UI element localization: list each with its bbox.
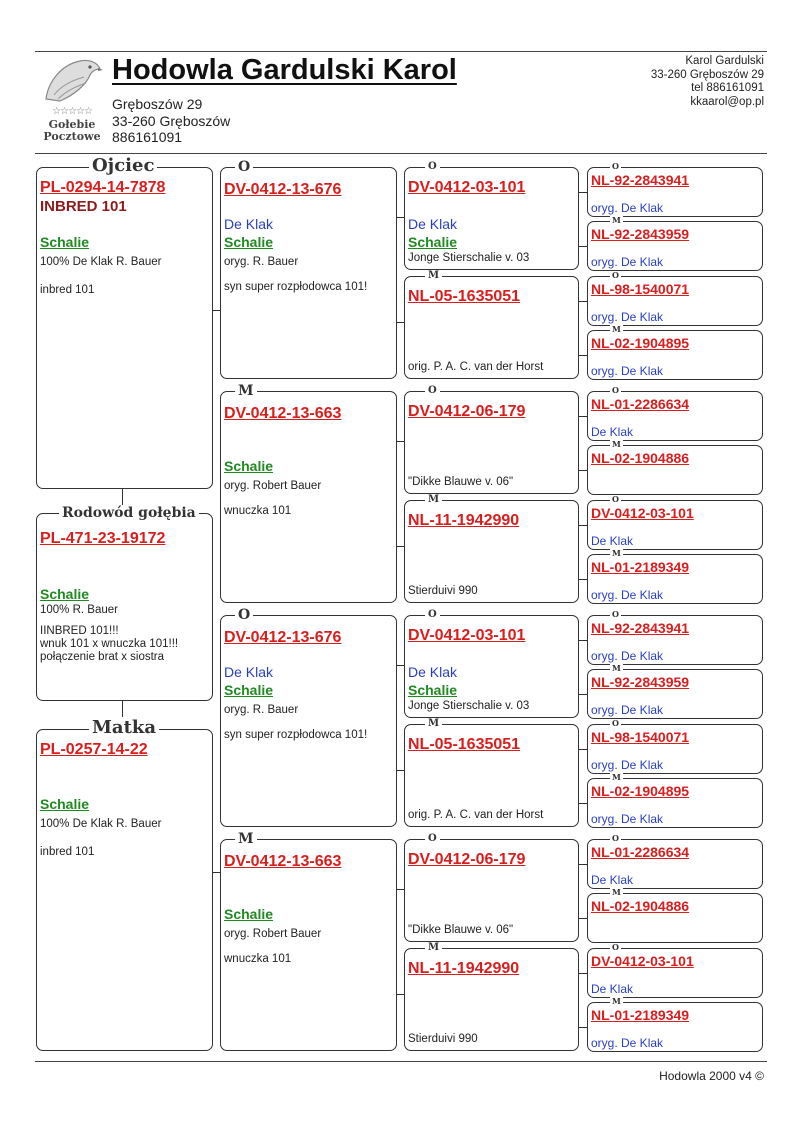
ggsire-card[interactable] bbox=[404, 833, 579, 942]
dam-label: M bbox=[425, 270, 442, 281]
father-ring[interactable]: PL-0294-14-7878 bbox=[40, 179, 166, 196]
father-note-2: inbred 101 bbox=[40, 284, 95, 296]
ggdam-card[interactable] bbox=[404, 270, 579, 379]
ggsire-ring[interactable]: DV-0412-03-101 bbox=[408, 627, 526, 644]
connector bbox=[579, 973, 587, 974]
gen4-card[interactable] bbox=[587, 270, 763, 326]
ggsire-note: "Dikke Blauwe v. 06" bbox=[408, 924, 514, 936]
father-inbred: INBRED 101 bbox=[40, 198, 127, 215]
pigeon-logo bbox=[40, 55, 104, 107]
sire-label: O bbox=[425, 385, 440, 396]
gen4-breeder: De Klak bbox=[591, 425, 634, 439]
dam-label: M bbox=[612, 887, 621, 897]
dam-label: M bbox=[612, 772, 621, 782]
gen4-breeder: oryg. De Klak bbox=[591, 758, 664, 772]
grandsire-note-1: oryg. R. Bauer bbox=[224, 704, 299, 716]
gen4-breeder: De Klak bbox=[591, 534, 634, 548]
dam-label: M bbox=[612, 324, 621, 334]
gen4-card[interactable] bbox=[587, 942, 763, 998]
footer-credit: Hodowla 2000 v4 © bbox=[659, 1069, 764, 1083]
connector bbox=[397, 665, 404, 666]
connector bbox=[397, 322, 404, 323]
gen4-breeder: oryg. De Klak bbox=[591, 310, 664, 324]
gen4-breeder: oryg. De Klak bbox=[591, 588, 664, 602]
pedigree-label: Rodowód gołębia bbox=[59, 505, 199, 521]
sire-label: O bbox=[612, 609, 619, 619]
gen4-breeder: oryg. De Klak bbox=[591, 201, 664, 215]
gen4-card[interactable] bbox=[587, 663, 763, 719]
granddam-note-2: wnuczka 101 bbox=[224, 953, 292, 965]
ggsire-note: Jonge Stierschalie v. 03 bbox=[408, 700, 530, 712]
dam-label: M bbox=[235, 383, 257, 399]
top-rule bbox=[35, 51, 767, 52]
gen4-breeder: oryg. De Klak bbox=[591, 364, 664, 378]
ggdam-ring[interactable]: NL-05-1635051 bbox=[408, 288, 521, 305]
dam-label: M bbox=[425, 942, 442, 953]
subject-card[interactable] bbox=[36, 505, 213, 701]
granddam-note-1: oryg. Robert Bauer bbox=[224, 480, 322, 492]
ggdam-card[interactable] bbox=[404, 942, 579, 1051]
grandsire-color: Schalie bbox=[224, 682, 274, 698]
connector bbox=[579, 579, 587, 580]
connector bbox=[579, 470, 587, 471]
granddam-ring[interactable]: DV-0412-13-663 bbox=[224, 405, 342, 422]
subject-note-3: wnuk 101 x wnuczka 101!!! bbox=[40, 638, 179, 650]
ggsire-breeder: De Klak bbox=[408, 664, 458, 680]
mother-label: Matka bbox=[89, 717, 159, 739]
connector bbox=[579, 1027, 587, 1028]
ggdam-note: orig. P. A. C. van der Horst bbox=[408, 809, 544, 821]
footer-rule bbox=[35, 1061, 767, 1062]
gen4-ring[interactable]: NL-01-2189349 bbox=[591, 1007, 690, 1023]
gen4-card[interactable] bbox=[587, 772, 763, 828]
dam-label: M bbox=[425, 494, 442, 505]
ggsire-color: Schalie bbox=[408, 682, 458, 698]
sire-label: O bbox=[612, 718, 619, 728]
dam-label: M bbox=[612, 996, 621, 1006]
dam-label: M bbox=[612, 548, 621, 558]
ggdam-card[interactable] bbox=[404, 494, 579, 603]
sire-label: O bbox=[612, 833, 619, 843]
ggsire-ring[interactable]: DV-0412-03-101 bbox=[408, 179, 526, 196]
father-label: Ojciec bbox=[89, 155, 157, 177]
connector bbox=[579, 749, 587, 750]
gen4-breeder: De Klak bbox=[591, 982, 634, 996]
subject-color: Schalie bbox=[40, 586, 90, 602]
sire-label: O bbox=[612, 494, 619, 504]
father-card[interactable] bbox=[36, 155, 213, 489]
mother-note-2: inbred 101 bbox=[40, 846, 95, 858]
gen4-card[interactable] bbox=[587, 833, 763, 889]
granddam-card[interactable] bbox=[220, 831, 397, 1051]
grandsire-ring[interactable]: DV-0412-13-676 bbox=[224, 181, 342, 198]
gen4-ring[interactable]: NL-01-2189349 bbox=[591, 559, 690, 575]
granddam-note-2: wnuczka 101 bbox=[224, 505, 292, 517]
sire-label: O bbox=[612, 385, 619, 395]
sire-label: O bbox=[235, 607, 253, 623]
connector bbox=[397, 770, 404, 771]
ggsire-ring[interactable]: DV-0412-06-179 bbox=[408, 851, 526, 868]
ggsire-note: Jonge Stierschalie v. 03 bbox=[408, 252, 530, 264]
page-title: Hodowla Gardulski Karol bbox=[112, 54, 457, 86]
gen4-breeder: De Klak bbox=[591, 873, 634, 887]
gen4-card[interactable] bbox=[587, 161, 763, 217]
connector bbox=[579, 416, 587, 417]
ggsire-card[interactable] bbox=[404, 609, 579, 718]
connector bbox=[397, 217, 404, 218]
grandsire-note-2: syn super rozpłodowca 101! bbox=[224, 281, 368, 293]
subject-note-4: połączenie brat x siostra bbox=[40, 651, 165, 663]
gen4-ring[interactable]: NL-02-1904886 bbox=[591, 898, 690, 914]
gen4-ring[interactable]: NL-92-2843941 bbox=[591, 172, 690, 188]
connector bbox=[397, 994, 404, 995]
connector bbox=[579, 640, 587, 641]
ggsire-ring[interactable]: DV-0412-06-179 bbox=[408, 403, 526, 420]
ggdam-note: Stierduivi 990 bbox=[408, 1033, 478, 1045]
father-color: Schalie bbox=[40, 234, 90, 250]
gen4-card[interactable] bbox=[587, 609, 763, 665]
grandsire-note-2: syn super rozpłodowca 101! bbox=[224, 729, 368, 741]
gen4-card[interactable] bbox=[587, 439, 763, 495]
header-rule bbox=[35, 153, 767, 154]
dam-label: M bbox=[235, 831, 257, 847]
mother-note-1: 100% De Klak R. Bauer bbox=[40, 818, 162, 830]
gen4-card[interactable] bbox=[587, 996, 763, 1052]
ggdam-ring[interactable]: NL-11-1942990 bbox=[408, 512, 520, 529]
connector bbox=[579, 694, 587, 695]
grandsire-note-1: oryg. R. Bauer bbox=[224, 256, 299, 268]
grandsire-card[interactable] bbox=[220, 159, 397, 379]
gen4-breeder: oryg. De Klak bbox=[591, 1036, 664, 1050]
grandsire-card[interactable] bbox=[220, 607, 397, 827]
gen4-card[interactable] bbox=[587, 548, 763, 604]
granddam-color: Schalie bbox=[224, 458, 274, 474]
gen4-ring[interactable]: NL-98-1540071 bbox=[591, 729, 690, 745]
gen4-ring[interactable]: NL-01-2286634 bbox=[591, 844, 690, 860]
contact-block: Karol Gardulski 33-260 Gręboszów 29 tel 886161091 kkaarol@op.pl bbox=[650, 55, 764, 108]
gen4-ring[interactable]: NL-98-1540071 bbox=[591, 281, 690, 297]
ggdam-ring[interactable]: NL-05-1635051 bbox=[408, 736, 521, 753]
connector bbox=[579, 246, 587, 247]
connector bbox=[213, 872, 220, 873]
gen4-card[interactable] bbox=[587, 385, 763, 441]
gen4-breeder: oryg. De Klak bbox=[591, 812, 664, 826]
connector bbox=[397, 441, 404, 442]
ggdam-note: orig. P. A. C. van der Horst bbox=[408, 361, 544, 373]
sire-label: O bbox=[612, 161, 619, 171]
mother-card[interactable] bbox=[36, 717, 213, 1051]
ggsire-color: Schalie bbox=[408, 234, 458, 250]
gen4-card[interactable] bbox=[587, 718, 763, 774]
gen4-ring[interactable]: NL-01-2286634 bbox=[591, 396, 690, 412]
gen4-breeder: oryg. De Klak bbox=[591, 703, 664, 717]
gen4-ring[interactable]: NL-92-2843941 bbox=[591, 620, 690, 636]
grandsire-ring[interactable]: DV-0412-13-676 bbox=[224, 629, 342, 646]
grandsire-breeder: De Klak bbox=[224, 664, 274, 680]
pigeon-icon bbox=[40, 55, 104, 107]
gen4-ring[interactable]: DV-0412-03-101 bbox=[591, 505, 694, 521]
ggdam-note: Stierduivi 990 bbox=[408, 585, 478, 597]
dam-label: M bbox=[612, 663, 621, 673]
ggdam-ring[interactable]: NL-11-1942990 bbox=[408, 960, 520, 977]
father-note-1: 100% De Klak R. Bauer bbox=[40, 256, 162, 268]
logo-caption: Gołebie Pocztowe bbox=[43, 118, 101, 143]
sire-label: O bbox=[612, 942, 619, 952]
subject-ring[interactable]: PL-471-23-19172 bbox=[40, 530, 166, 547]
granddam-ring[interactable]: DV-0412-13-663 bbox=[224, 853, 342, 870]
gen4-ring[interactable]: NL-92-2843959 bbox=[591, 674, 690, 690]
ggsire-note: "Dikke Blauwe v. 06" bbox=[408, 476, 514, 488]
gen4-breeder: oryg. De Klak bbox=[591, 649, 664, 663]
gen4-breeder: oryg. De Klak bbox=[591, 255, 664, 269]
ggdam-card[interactable] bbox=[404, 718, 579, 827]
connector bbox=[579, 525, 587, 526]
connector bbox=[579, 864, 587, 865]
granddam-note-1: oryg. Robert Bauer bbox=[224, 928, 322, 940]
grandsire-breeder: De Klak bbox=[224, 216, 274, 232]
granddam-card[interactable] bbox=[220, 383, 397, 603]
dam-label: M bbox=[612, 215, 621, 225]
ggsire-card[interactable] bbox=[404, 385, 579, 494]
connector bbox=[397, 546, 404, 547]
dam-label: M bbox=[612, 439, 621, 449]
connector bbox=[579, 918, 587, 919]
mother-color: Schalie bbox=[40, 796, 90, 812]
gen4-card[interactable] bbox=[587, 494, 763, 550]
gen4-ring[interactable]: NL-02-1904895 bbox=[591, 335, 690, 351]
logo-stars: ☆☆☆☆☆ bbox=[52, 106, 92, 117]
gen4-card[interactable] bbox=[587, 215, 763, 271]
grandsire-color: Schalie bbox=[224, 234, 274, 250]
sire-label: O bbox=[235, 159, 253, 175]
sire-label: O bbox=[425, 833, 440, 844]
gen4-ring[interactable]: NL-02-1904895 bbox=[591, 783, 690, 799]
gen4-card[interactable] bbox=[587, 887, 763, 943]
gen4-ring[interactable]: DV-0412-03-101 bbox=[591, 953, 694, 969]
sire-label: O bbox=[612, 270, 619, 280]
connector bbox=[579, 192, 587, 193]
sire-label: O bbox=[425, 161, 440, 172]
ggsire-breeder: De Klak bbox=[408, 216, 458, 232]
granddam-color: Schalie bbox=[224, 906, 274, 922]
gen4-card[interactable] bbox=[587, 324, 763, 380]
subject-note-2: IINBRED 101!!! bbox=[40, 625, 119, 637]
gen4-ring[interactable]: NL-92-2843959 bbox=[591, 226, 690, 242]
connector bbox=[397, 889, 404, 890]
dam-label: M bbox=[425, 718, 442, 729]
mother-ring[interactable]: PL-0257-14-22 bbox=[40, 741, 148, 758]
subject-note-1: 100% R. Bauer bbox=[40, 604, 118, 616]
sire-label: O bbox=[425, 609, 440, 620]
connector bbox=[579, 803, 587, 804]
connector bbox=[213, 310, 220, 311]
gen4-ring[interactable]: NL-02-1904886 bbox=[591, 450, 690, 466]
connector bbox=[579, 301, 587, 302]
connector bbox=[579, 355, 587, 356]
ggsire-card[interactable] bbox=[404, 161, 579, 270]
breeder-address: Gręboszów 29 33-260 Gręboszów 886161091 bbox=[112, 96, 231, 145]
